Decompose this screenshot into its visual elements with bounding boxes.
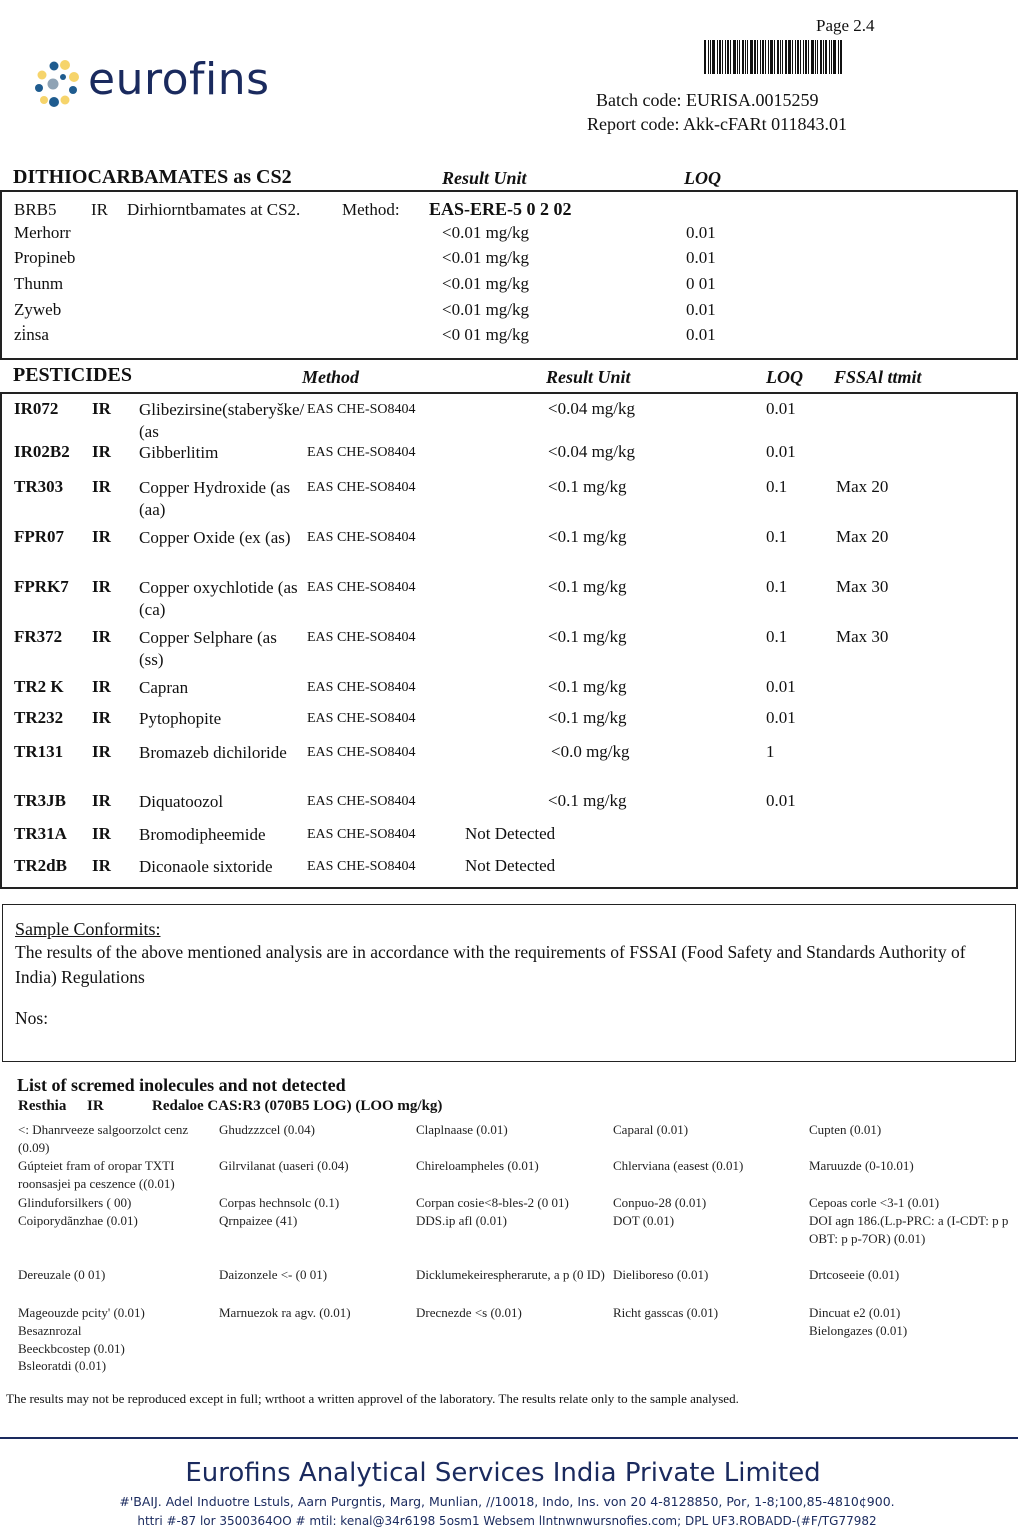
barcode-bar: [704, 40, 706, 74]
screened-item: Corpan cosie<8-bles-2 (0 01): [416, 1195, 569, 1210]
barcode-bar: [800, 40, 801, 74]
barcode-bar: [708, 40, 709, 74]
pesticide-limit: Max 20: [836, 477, 889, 496]
pesticides-table: [0, 392, 1018, 889]
pesticide-result: <0.1 mg/kg: [548, 527, 627, 546]
pesticide-loq: 0.01: [766, 791, 796, 810]
dithio-row-result: <0.01 mg/kg: [442, 223, 530, 242]
pesticide-code: TR3JB: [14, 791, 66, 810]
company-name: Eurofins Analytical Services India Private Limited: [185, 1458, 821, 1488]
pesticide-method: EAS CHE-SO8404: [307, 711, 416, 726]
pesticide-loq: 0.1: [766, 477, 788, 496]
screened-item: Beeckbcostep (0.01): [18, 1341, 125, 1356]
dithio-method: EAS-ERE-5 0 2 02: [429, 199, 572, 219]
barcode-bar: [840, 40, 842, 74]
screened-item: Besaznrozal: [18, 1323, 82, 1338]
pesticide-method: EAS CHE-SO8404: [307, 680, 416, 695]
pesticide-ir: IR: [92, 824, 111, 843]
report-code-value: Akk-cFARt 011843.01: [683, 114, 847, 134]
pesticide-ir: IR: [92, 742, 111, 761]
screened-sub-a: Resthia: [18, 1098, 67, 1114]
barcode-bar: [788, 40, 791, 74]
screened-item: Marnuezok ra agv. (0.01): [219, 1305, 351, 1320]
barcode-bar: [808, 40, 809, 74]
barcode-bar: [815, 40, 816, 74]
report-code-label: Report code:: [587, 114, 680, 134]
pesticide-ir: IR: [92, 856, 111, 875]
dithio-method-label: Method:: [342, 200, 400, 219]
pesticide-result: Not Detected: [465, 824, 556, 843]
dithio-table: [0, 190, 1018, 360]
dithio-row-name: Thunm: [14, 274, 64, 293]
barcode-bar: [722, 40, 723, 74]
dithio-col-result: Result Unit: [442, 168, 527, 188]
dithio-code: BRB5: [14, 200, 57, 219]
barcode-bar: [811, 40, 814, 74]
pesticide-limit: Max 30: [836, 577, 889, 596]
pesticide-name: Diquatoozol: [139, 792, 224, 811]
screened-item: Conpuo-28 (0.01): [613, 1195, 707, 1210]
screened-item: Drtcoseeie (0.01): [809, 1267, 900, 1282]
screened-item: Dieliboreso (0.01): [613, 1267, 709, 1282]
barcode-bar: [833, 40, 836, 74]
screened-item: Caparal (0.01): [613, 1122, 689, 1137]
screened-item: Bsleoratdi (0.01): [18, 1358, 107, 1373]
pesticide-name: Bromazeb dichiloride: [139, 743, 287, 762]
screened-item: Richt gasscas (0.01): [613, 1305, 719, 1320]
dithio-row-name: Propineb: [14, 248, 76, 267]
pesticide-name: Copper Hydroxide (as (aa): [139, 478, 291, 519]
pesticide-code: TR2dB: [14, 856, 67, 875]
pesticide-result: <0.1 mg/kg: [548, 577, 627, 596]
pesticide-loq: 0.1: [766, 527, 788, 546]
pesticides-col-loq: LOQ: [766, 367, 803, 387]
pesticide-code: TR31A: [14, 824, 67, 843]
barcode-bar: [768, 40, 769, 74]
pesticide-code: FPR07: [14, 527, 65, 546]
barcode-bar: [750, 40, 753, 74]
barcode-bar: [785, 40, 787, 74]
barcode-bar: [838, 40, 839, 74]
barcode-bar: [762, 40, 764, 74]
pesticide-method: EAS CHE-SO8404: [307, 580, 416, 595]
dithio-row-loq: 0 01: [686, 274, 716, 293]
pesticides-col-limit: FSSAl ttmit: [834, 367, 922, 387]
pesticide-method: EAS CHE-SO8404: [307, 480, 416, 495]
dithio-row-name: Zyweb: [14, 300, 62, 319]
dithio-row-loq: 0.01: [686, 325, 716, 344]
pesticide-method: EAS CHE-SO8404: [307, 827, 416, 842]
report-code: [587, 114, 847, 135]
barcode-bar: [754, 40, 756, 74]
screened-item: Daizonzele <- (0 01): [219, 1267, 328, 1282]
pesticide-loq: 0.01: [766, 677, 796, 696]
pesticide-ir: IR: [92, 577, 111, 596]
pesticide-limit: Max 30: [836, 627, 889, 646]
barcode-bar: [795, 40, 796, 74]
logo-dots-icon: [34, 60, 84, 110]
conformity-box: [2, 904, 1016, 1062]
screened-item: Gilrvilanat (uaseri (0.04): [219, 1158, 349, 1173]
barcode-bar: [719, 40, 721, 74]
pesticide-loq: 1: [766, 742, 775, 761]
pesticide-ir: IR: [92, 527, 111, 546]
screened-item: Dincuat e2 (0.01): [809, 1305, 901, 1320]
pesticide-method: EAS CHE-SO8404: [307, 859, 416, 874]
barcode-bar: [730, 40, 731, 74]
conformity-text: The results of the above mentioned analysis are in accordance with the requirements of FSSAI (Food Safety and Standards Authority of India) Regulations: [15, 942, 966, 987]
dithio-row-result: <0.01 mg/kg: [442, 248, 530, 267]
screened-title: List of scremed inolecules and not detected: [17, 1075, 346, 1095]
screened-item: Corpas hechnsolc (0.1): [219, 1195, 340, 1210]
barcode-bar: [829, 40, 830, 74]
screened-item: DOT (0.01): [613, 1213, 675, 1228]
barcode-bar: [712, 40, 715, 74]
dithio-row-loq: 0.01: [686, 300, 716, 319]
barcode-bar: [770, 40, 773, 74]
pesticide-result: <0.1 mg/kg: [548, 677, 627, 696]
dithio-row-name: Merhorr: [14, 223, 71, 242]
pesticide-method: EAS CHE-SO8404: [307, 745, 416, 760]
pesticide-ir: IR: [92, 708, 111, 727]
pesticide-name: Diconaole sixtoride: [139, 857, 273, 876]
barcode-bar: [803, 40, 804, 74]
screened-item: Cepoas corle <3-1 (0.01): [809, 1195, 940, 1210]
pesticide-result: <0.1 mg/kg: [548, 708, 627, 727]
barcode-bar: [774, 40, 775, 74]
pesticide-loq: 0.01: [766, 399, 796, 418]
barcode-bar: [727, 40, 729, 74]
pesticide-method: EAS CHE-SO8404: [307, 530, 416, 545]
pesticide-name: Capran: [139, 678, 189, 697]
screened-item: Ghudzzzcel (0.04): [219, 1122, 316, 1137]
page-number: Page 2.4: [816, 16, 875, 35]
barcode-bar: [777, 40, 779, 74]
barcode-bar: [782, 40, 783, 74]
barcode-bar: [717, 40, 718, 74]
barcode-bar: [733, 40, 736, 74]
dithio-row-result: <0.01 mg/kg: [442, 274, 530, 293]
batch-code-value: EURISA.0015259: [685, 90, 819, 110]
screened-sub-c: Redaloe CAS:R3 (070B5 LOG) (LOO mg/kg): [152, 1098, 443, 1114]
dithio-row-result: <0 01 mg/kg: [442, 325, 530, 344]
screened-item: Gúpteiet fram of oropar TXTI roonsasjei pa ceszence ((0.01): [18, 1158, 175, 1191]
batch-code: [596, 90, 818, 111]
barcode-bar: [737, 40, 738, 74]
dithio-row-loq: 0.01: [686, 223, 716, 242]
company-contact: httri #-87 lor 3500364OO # mtil: kenal@34r6198 5osm1 Websem lIntnwnwursnofies.com; DPL UF3.ROBADD-(#F/TG77982: [137, 1514, 877, 1528]
pesticide-ir: IR: [92, 677, 111, 696]
pesticide-code: TR2 K: [14, 677, 64, 696]
screened-item: <: Dhanrveeze salgoorzolct cenz (0.09): [18, 1122, 189, 1155]
screened-item: Mageouzde pcity' (0.01): [18, 1305, 145, 1320]
screened-item: Maruuzde (0-10.01): [809, 1158, 914, 1173]
barcode-bar: [757, 40, 758, 74]
screened-sub-b: IR: [87, 1098, 104, 1114]
conformity-title: Sample Conformits:: [15, 919, 161, 939]
dithio-title: DITHIOCARBAMATES as CS2: [13, 166, 292, 188]
footer-divider: [0, 1437, 1018, 1439]
pesticide-loq: 0.01: [766, 442, 796, 461]
pesticide-ir: IR: [92, 791, 111, 810]
barcode-bar: [797, 40, 799, 74]
pesticide-name: Glibezirsine(staberyške/ (as: [139, 400, 305, 441]
dithio-ir: IR: [91, 200, 108, 219]
brand-name: eurofins: [88, 54, 270, 105]
company-address: #'BAIJ. Adel Induotre Lstuls, Aarn Purgntis, Marg, Munlian, //10018, Indo, Ins. von 20 4-8128850, Por, 1-8;100,85-4810¢900.: [119, 1494, 895, 1509]
barcode: [704, 40, 878, 74]
pesticide-result: Not Detected: [465, 856, 556, 875]
disclaimer: The results may not be reproduced except in full; wrthoot a written approvel of the laboratory. The results relate only to the sample analysed.: [6, 1391, 739, 1406]
eurofins-logo: [34, 54, 294, 114]
pesticide-method: EAS CHE-SO8404: [307, 794, 416, 809]
pesticide-result: <0.04 mg/kg: [548, 399, 636, 418]
screened-item: DDS.ip afl (0.01): [416, 1213, 507, 1228]
barcode-bar: [760, 40, 761, 74]
pesticide-name: Copper Oxide (ex (as): [139, 528, 291, 547]
barcode-bar: [805, 40, 807, 74]
dithio-group-name: Dirhiorntbamates at CS2.: [127, 200, 301, 219]
dithio-row-loq: 0.01: [686, 248, 716, 267]
pesticide-code: FR372: [14, 627, 63, 646]
pesticide-method: EAS CHE-SO8404: [307, 445, 416, 460]
screened-item: Bielongazes (0.01): [809, 1323, 908, 1338]
barcode-bar: [825, 40, 827, 74]
pesticide-code: TR232: [14, 708, 64, 727]
pesticide-loq: 0.01: [766, 708, 796, 727]
screened-item: Glinduforsilkers ( 00): [18, 1195, 132, 1210]
screened-item: Dereuzale (0 01): [18, 1267, 106, 1282]
pesticide-name: Copper Selphare (as (ss): [139, 628, 277, 669]
barcode-bar: [747, 40, 748, 74]
pesticide-name: Bromodipheemide: [139, 825, 266, 844]
screened-item: Drecnezde <s (0.01): [416, 1305, 522, 1320]
pesticide-name: Gibberlitim: [139, 443, 219, 462]
pesticide-method: EAS CHE-SO8404: [307, 630, 416, 645]
pesticide-ir: IR: [92, 399, 111, 418]
pesticide-ir: IR: [92, 477, 111, 496]
pesticide-result: <0.1 mg/kg: [548, 477, 627, 496]
dithio-row-name: zi̇nsa: [14, 325, 49, 344]
barcode-bar: [742, 40, 744, 74]
barcode-bar: [831, 40, 832, 74]
pesticide-loq: 0.1: [766, 577, 788, 596]
barcode-bar: [817, 40, 818, 74]
pesticide-result: <0.0 mg/kg: [551, 742, 630, 761]
pesticides-col-result: Result Unit: [546, 367, 631, 387]
pesticide-code: IR072: [14, 399, 59, 418]
barcode-bar: [710, 40, 711, 74]
barcode-bar: [780, 40, 781, 74]
batch-code-label: Batch code:: [596, 90, 682, 110]
barcode-bar: [745, 40, 746, 74]
pesticide-result: <0.1 mg/kg: [548, 791, 627, 810]
screened-item: Qrnpaizee (41): [219, 1213, 298, 1228]
screened-item: Chlerviana (easest (0.01): [613, 1158, 744, 1173]
pesticide-ir: IR: [92, 627, 111, 646]
dithio-col-loq: LOQ: [684, 168, 721, 188]
dithio-row-result: <0.01 mg/kg: [442, 300, 530, 319]
pesticide-result: <0.04 mg/kg: [548, 442, 636, 461]
pesticide-code: FPRK7: [14, 577, 69, 596]
barcode-bar: [725, 40, 726, 74]
barcode-bar: [739, 40, 740, 74]
screened-item: DOI agn 186.(L.p-PRC: a (I-CDT: p p OBT: p p-7OR) (0.01): [809, 1213, 1009, 1246]
pesticide-result: <0.1 mg/kg: [548, 627, 627, 646]
pesticide-code: TR131: [14, 742, 64, 761]
pesticide-code: IR02B2: [14, 442, 70, 461]
pesticides-col-method: Method: [302, 367, 360, 387]
barcode-bar: [765, 40, 766, 74]
screened-item: Claplnaase (0.01): [416, 1122, 508, 1137]
conformity-notes: Nos:: [15, 1008, 49, 1028]
pesticide-limit: Max 20: [836, 527, 889, 546]
pesticide-method: EAS CHE-SO8404: [307, 402, 416, 417]
screened-item: Cupten (0.01): [809, 1122, 882, 1137]
screened-item: Coiporydãnzhae (0.01): [18, 1213, 138, 1228]
pesticide-ir: IR: [92, 442, 111, 461]
pesticide-name: Pytophopite: [139, 709, 222, 728]
screened-item: Chireloampheles (0.01): [416, 1158, 539, 1173]
pesticide-loq: 0.1: [766, 627, 788, 646]
pesticides-title: PESTICIDES: [13, 364, 132, 386]
screened-item: Dicklumekeirespherarute, a p (0 ID): [416, 1267, 605, 1282]
barcode-bar: [820, 40, 822, 74]
pesticide-code: TR303: [14, 477, 64, 496]
barcode-bar: [823, 40, 824, 74]
pesticide-name: Copper oxychlotide (as (ca): [139, 578, 298, 619]
barcode-bar: [792, 40, 793, 74]
